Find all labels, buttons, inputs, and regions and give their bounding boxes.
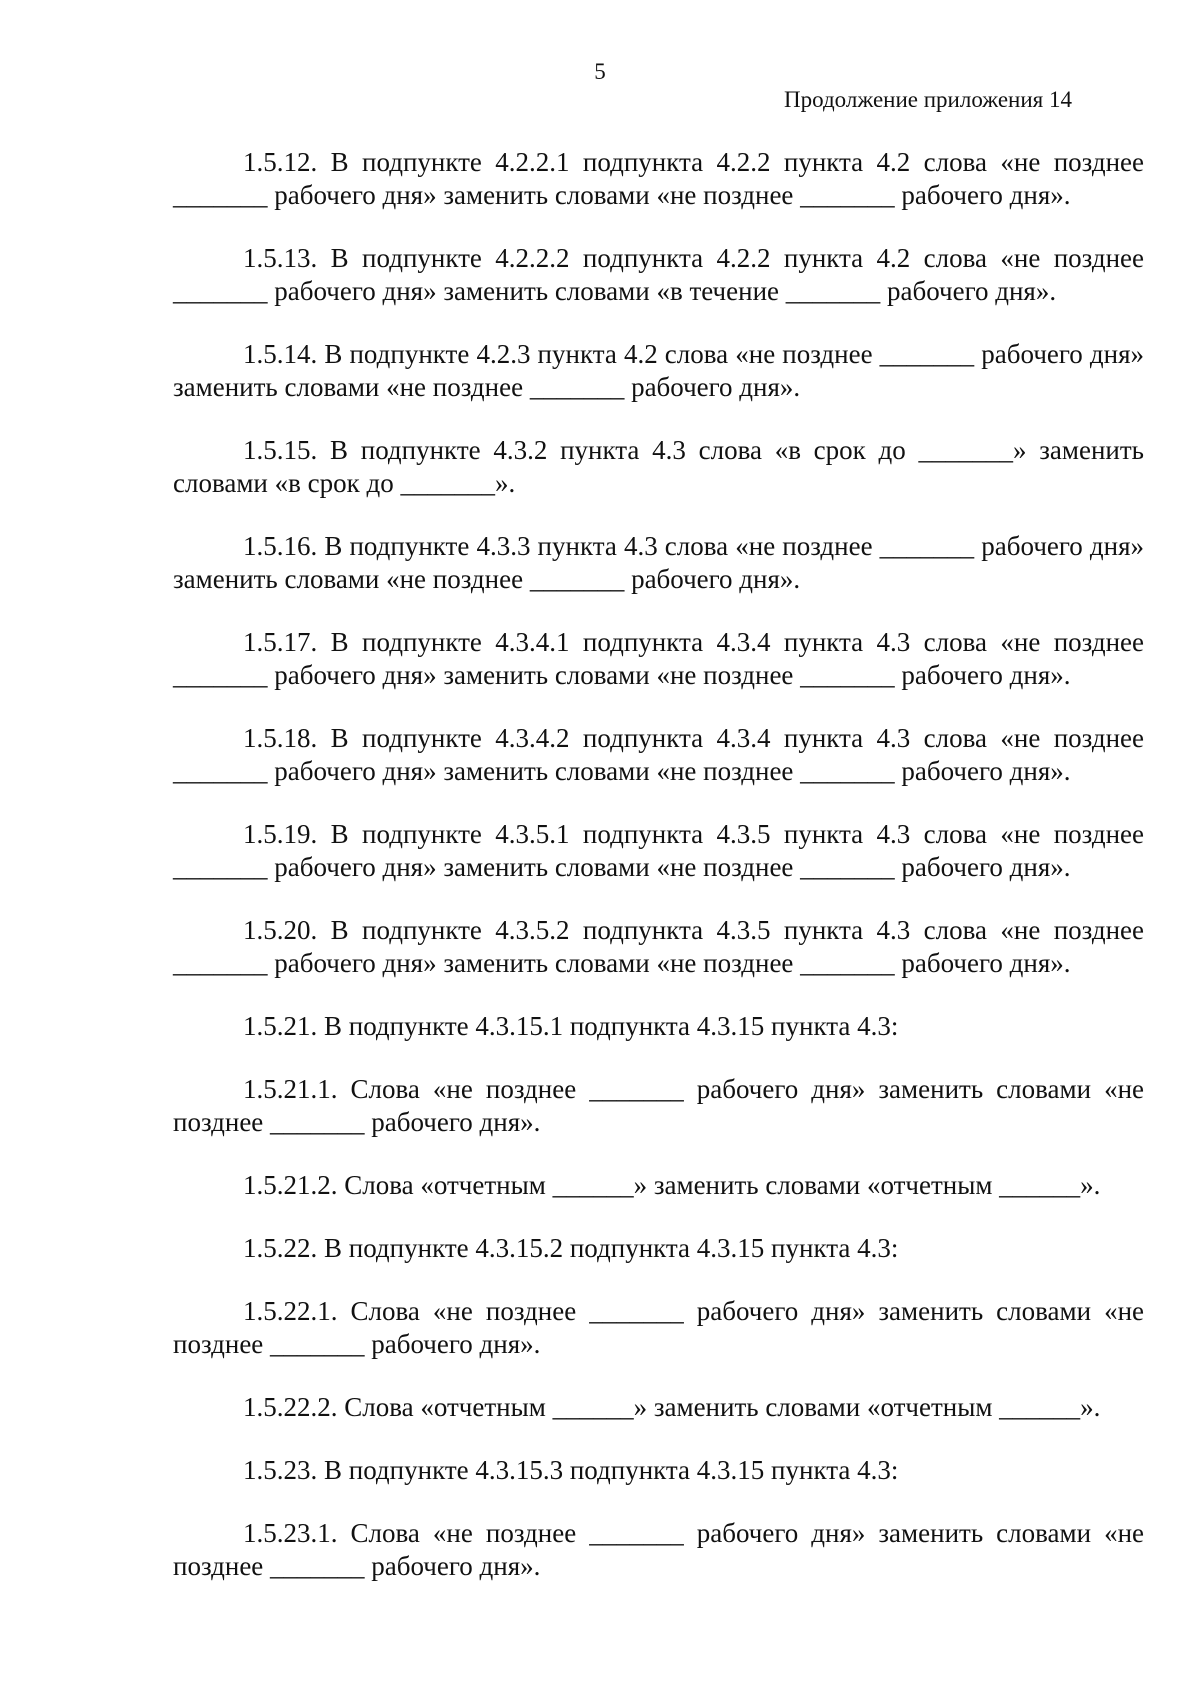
paragraph-1-5-21-2: 1.5.21.2. Слова «отчетным ______» заменить словами «отчетным ______».: [243, 1170, 1101, 1200]
paragraph-1-5-22-1: 1.5.22.1. Слова «не позднее _______ рабочего дня» заменить словами «не позднее _______ рабочего дня».: [173, 1296, 1151, 1359]
paragraph-1-5-16: 1.5.16. В подпункте 4.3.3 пункта 4.3 слова «не позднее _______ рабочего дня» заменить словами «не позднее _______ рабочего дня».: [173, 531, 1151, 594]
paragraph-1-5-12: 1.5.12. В подпункте 4.2.2.1 подпункта 4.2.2 пункта 4.2 слова «не позднее _______ рабочего дня» заменить словами «не позднее _______ рабочего дня».: [173, 147, 1151, 210]
document-body: [173, 146, 1151, 1613]
paragraph-1-5-18: 1.5.18. В подпункте 4.3.4.2 подпункта 4.3.4 пункта 4.3 слова «не позднее _______ рабочего дня» заменить словами «не позднее _______ рабочего дня».: [173, 723, 1151, 786]
paragraph-1-5-15: 1.5.15. В подпункте 4.3.2 пункта 4.3 слова «в срок до _______» заменить словами «в срок до _______».: [173, 435, 1151, 498]
paragraph-1-5-21-1: 1.5.21.1. Слова «не позднее _______ рабочего дня» заменить словами «не позднее _______ рабочего дня».: [173, 1074, 1151, 1137]
paragraph-1-5-19: 1.5.19. В подпункте 4.3.5.1 подпункта 4.3.5 пункта 4.3 слова «не позднее _______ рабочего дня» заменить словами «не позднее _______ рабочего дня».: [173, 819, 1151, 882]
paragraph-1-5-20: 1.5.20. В подпункте 4.3.5.2 подпункта 4.3.5 пункта 4.3 слова «не позднее _______ рабочего дня» заменить словами «не позднее _______ рабочего дня».: [173, 915, 1151, 978]
paragraph-1-5-22: 1.5.22. В подпункте 4.3.15.2 подпункта 4.3.15 пункта 4.3:: [243, 1233, 899, 1263]
paragraph-1-5-17: 1.5.17. В подпункте 4.3.4.1 подпункта 4.3.4 пункта 4.3 слова «не позднее _______ рабочего дня» заменить словами «не позднее _______ рабочего дня».: [173, 627, 1151, 690]
paragraph-1-5-21: 1.5.21. В подпункте 4.3.15.1 подпункта 4.3.15 пункта 4.3:: [243, 1011, 899, 1041]
appendix-continuation-label: Продолжение приложения 14: [784, 87, 1072, 112]
paragraph-1-5-23-1: 1.5.23.1. Слова «не позднее _______ рабочего дня» заменить словами «не позднее _______ рабочего дня».: [173, 1518, 1151, 1581]
paragraph-1-5-14: 1.5.14. В подпункте 4.2.3 пункта 4.2 слова «не позднее _______ рабочего дня» заменить словами «не позднее _______ рабочего дня».: [173, 339, 1151, 402]
paragraph-1-5-13: 1.5.13. В подпункте 4.2.2.2 подпункта 4.2.2 пункта 4.2 слова «не позднее _______ рабочего дня» заменить словами «в течение _______ рабочего дня».: [173, 243, 1151, 306]
paragraph-1-5-23: 1.5.23. В подпункте 4.3.15.3 подпункта 4.3.15 пункта 4.3:: [243, 1455, 899, 1485]
page-number: 5: [594, 59, 606, 84]
paragraph-1-5-22-2: 1.5.22.2. Слова «отчетным ______» заменить словами «отчетным ______».: [243, 1392, 1101, 1422]
